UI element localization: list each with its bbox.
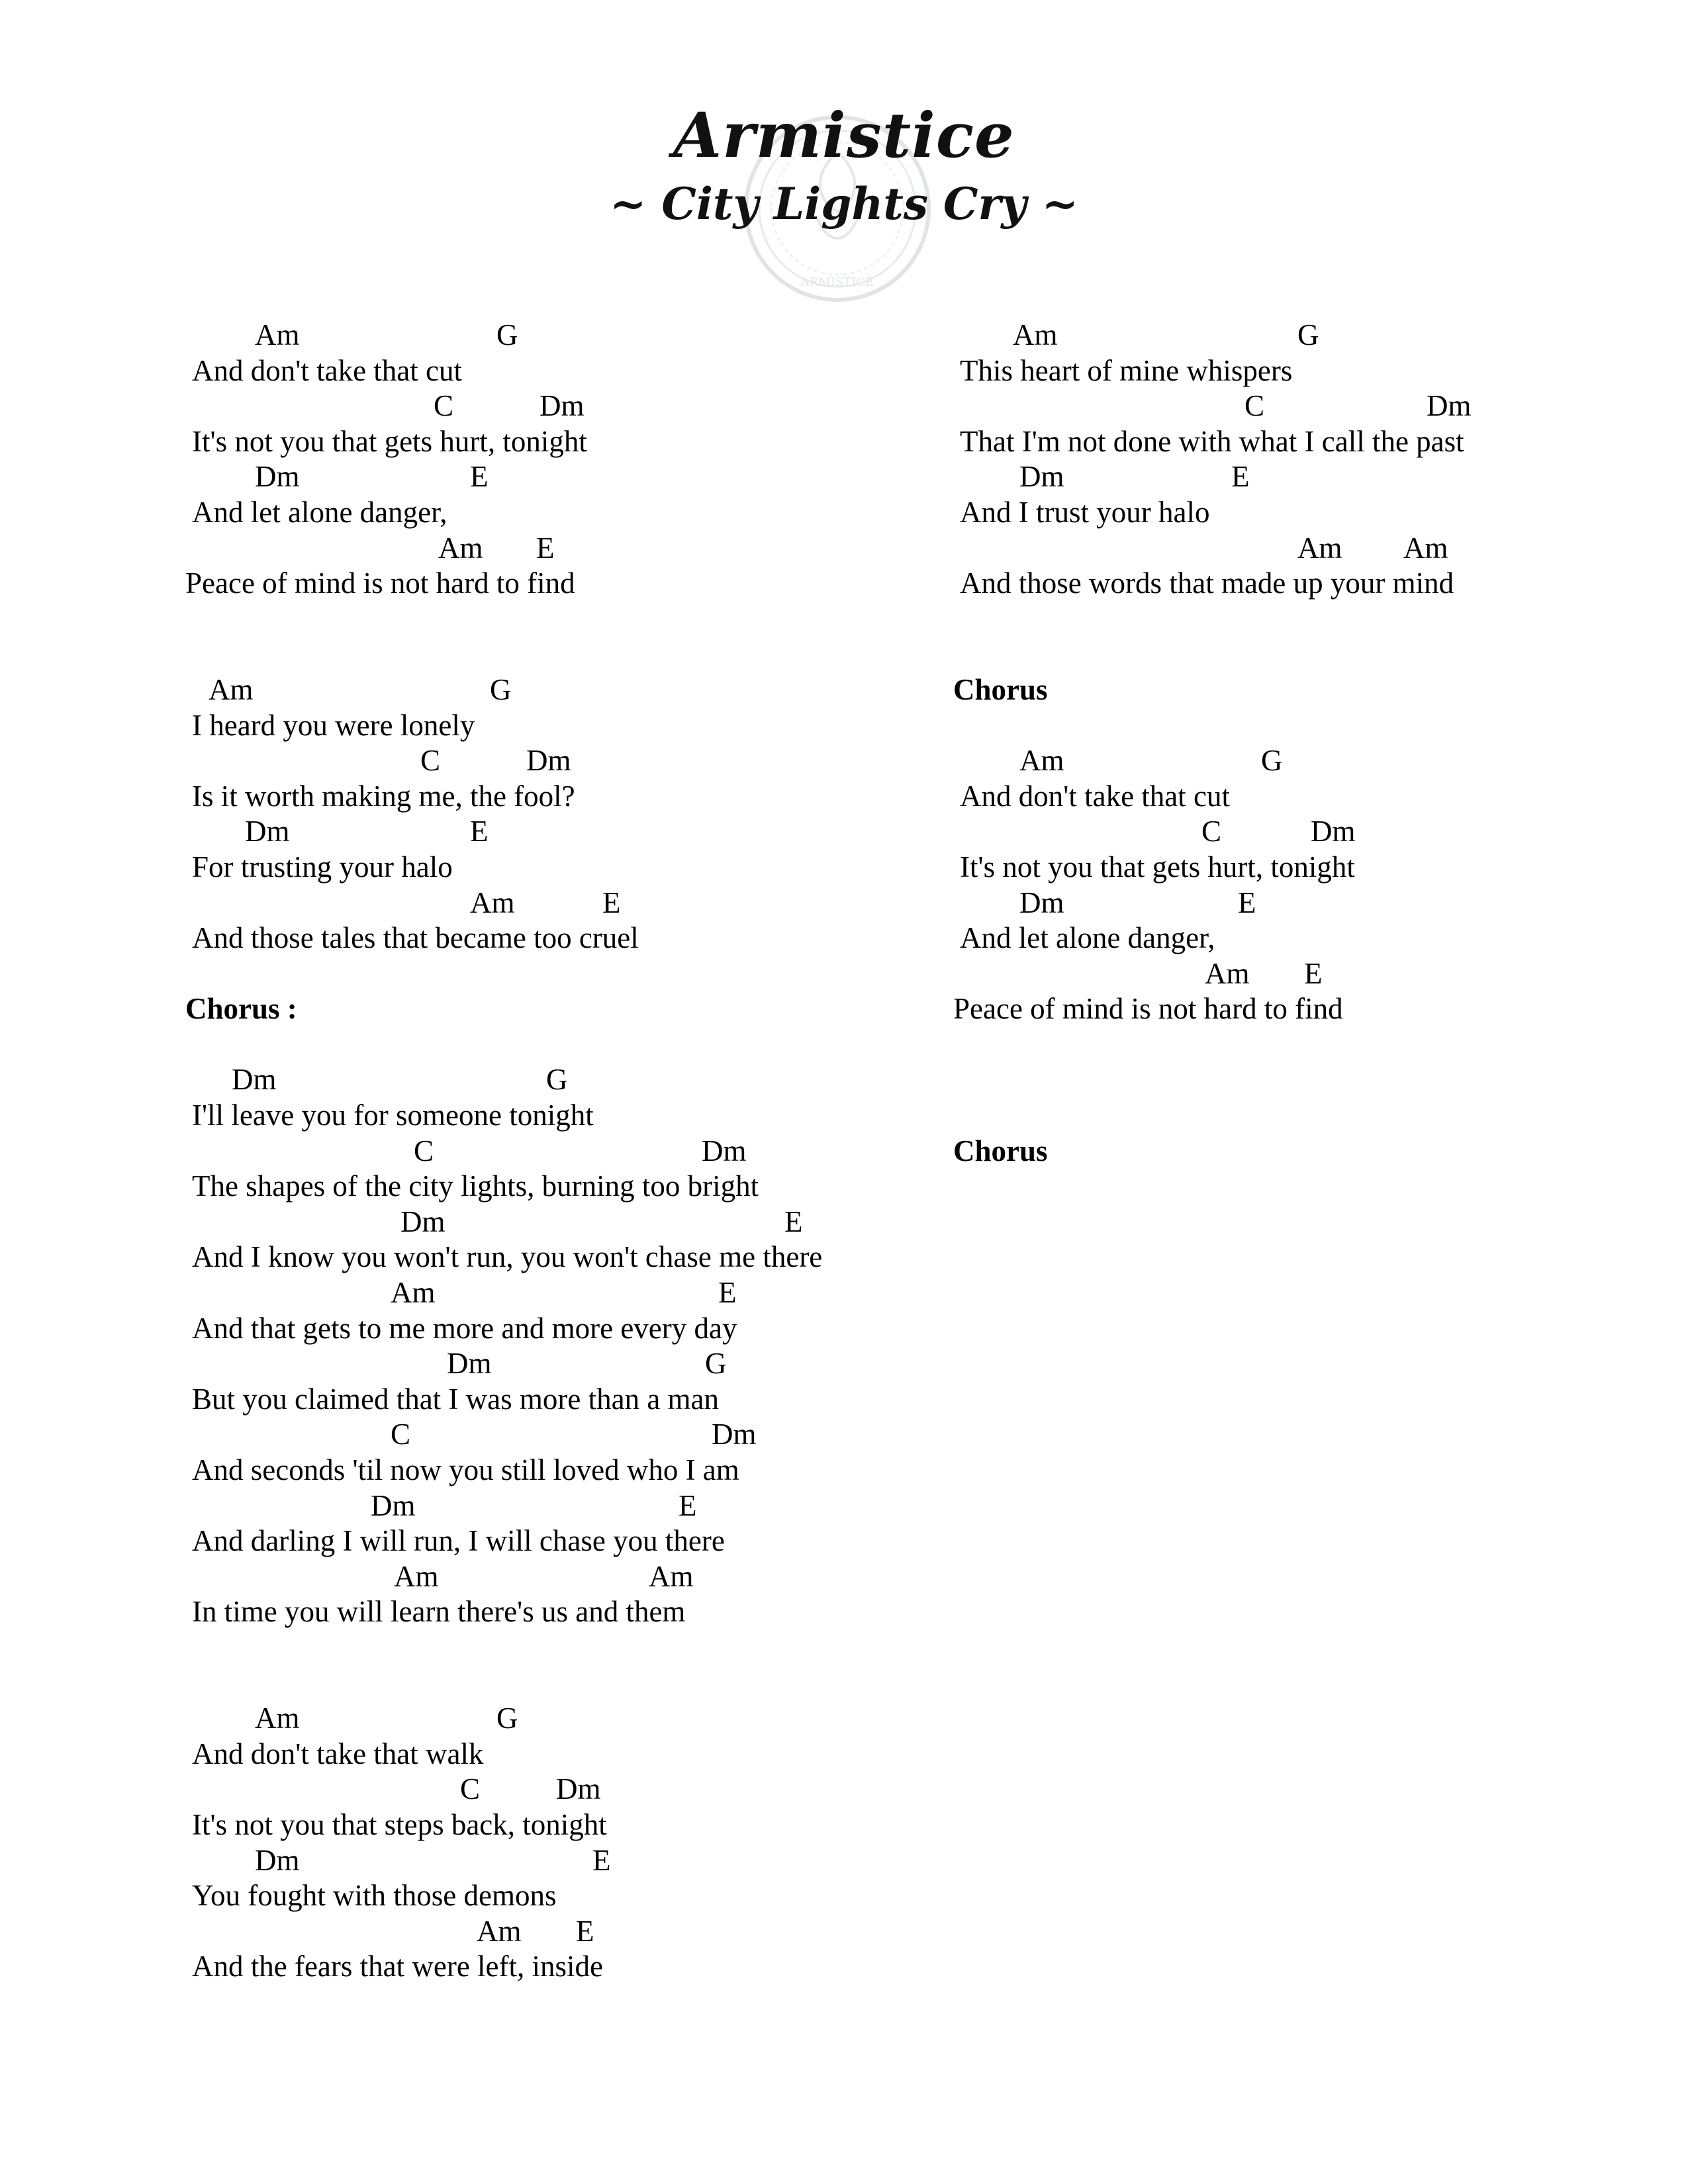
chord: Dm — [1019, 886, 1064, 919]
verse-5 — [953, 743, 1615, 1027]
chord-line — [185, 1914, 914, 1950]
chord-line — [185, 743, 914, 779]
chord-line — [185, 1701, 914, 1737]
lyric-line: It's not you that gets hurt, tonight — [960, 850, 1355, 884]
chord: Dm — [539, 389, 585, 423]
chord: E — [470, 815, 489, 848]
song-title: ~ City Lights Cry ~ — [610, 178, 1078, 230]
chord: E — [784, 1205, 803, 1238]
chord: Dm — [702, 1134, 747, 1167]
seal-text: ARMISTICE — [800, 275, 874, 289]
chord-line — [953, 388, 1615, 424]
chord: E — [679, 1488, 697, 1522]
chord-line — [185, 1772, 914, 1807]
chord: G — [496, 318, 518, 351]
chord: E — [1238, 886, 1256, 919]
chorus — [185, 1062, 914, 1630]
chord: E — [470, 460, 489, 494]
chord: Am — [209, 672, 254, 706]
chord-line — [185, 886, 914, 921]
chord: E — [602, 886, 621, 919]
lyric-line: It's not you that steps back, tonight — [192, 1807, 607, 1841]
chord-line — [953, 743, 1615, 779]
chord: Am — [1403, 531, 1448, 565]
chord: Am — [1205, 956, 1250, 990]
lyric-line: And seconds 'til now you still loved who I am — [192, 1453, 739, 1486]
chord: Am — [394, 1559, 439, 1593]
lyric-line: And I trust your halo — [960, 495, 1210, 529]
chord-line — [953, 459, 1615, 495]
lyric-line: And don't take that cut — [192, 353, 463, 387]
chord: Am — [1297, 531, 1342, 565]
chord: E — [536, 531, 555, 565]
verse-3 — [185, 1701, 914, 1985]
chord-line — [185, 318, 914, 353]
chord: Dm — [255, 1843, 300, 1877]
chord: C — [1201, 815, 1222, 848]
lyric-line: And don't take that walk — [192, 1737, 484, 1770]
chord: C — [460, 1772, 481, 1806]
lyric-line: And those words that made up your mind — [960, 567, 1454, 600]
lyric-line: Peace of mind is not hard to find — [185, 567, 575, 600]
chord: Am — [477, 1914, 522, 1948]
chord: Am — [1013, 318, 1058, 351]
chord: Am — [470, 886, 515, 919]
lyric-line: I heard you were lonely — [192, 708, 475, 742]
chord: Am — [255, 1702, 300, 1735]
chord: Dm — [556, 1772, 601, 1806]
right-column — [953, 318, 1615, 1169]
lyric-line: And I know you won't run, you won't chase me there — [192, 1240, 823, 1274]
chord: Am — [1019, 744, 1064, 778]
verse-1 — [185, 318, 914, 602]
chord: Dm — [255, 460, 300, 494]
lyric-line: You fought with those demons — [192, 1879, 557, 1913]
lyric-line: And don't take that cut — [960, 779, 1231, 813]
chord-line — [953, 956, 1615, 992]
chord: Am — [391, 1276, 436, 1310]
chord: E — [718, 1276, 737, 1310]
chord-line — [185, 1346, 914, 1382]
lyric-line: For trusting your halo — [192, 850, 453, 884]
chord-line — [185, 672, 914, 708]
chord: Dm — [1019, 460, 1064, 494]
chord: Dm — [371, 1488, 416, 1522]
chord: Am — [438, 531, 483, 565]
chorus-heading: Chorus : — [185, 992, 297, 1026]
chord: E — [1304, 956, 1323, 990]
lyric-line: That I'm not done with what I call the past — [960, 424, 1464, 458]
chord-line — [953, 318, 1615, 353]
chord: G — [705, 1347, 727, 1381]
chord-line — [185, 531, 914, 567]
chord: Dm — [712, 1418, 757, 1451]
lyric-line: In time you will learn there's us and them — [192, 1595, 686, 1629]
lyric-line: But you claimed that I was more than a man — [192, 1382, 720, 1416]
chord: G — [1297, 318, 1319, 351]
chord: E — [576, 1914, 594, 1948]
chord-line — [185, 1417, 914, 1453]
lyric-line: Is it worth making me, the fool? — [192, 779, 575, 813]
chord-line — [185, 1488, 914, 1524]
chord: Dm — [447, 1347, 492, 1381]
chord: Dm — [1311, 815, 1356, 848]
chorus-heading: Chorus — [953, 1134, 1048, 1167]
verse-4 — [953, 318, 1615, 602]
chord: Dm — [232, 1063, 277, 1097]
lyric-line: And the fears that were left, inside — [192, 1950, 604, 1983]
chord: G — [496, 1702, 518, 1735]
chord-line — [185, 1062, 914, 1098]
chord-line — [953, 886, 1615, 921]
chord: C — [1244, 389, 1265, 423]
chord-line — [185, 1205, 914, 1240]
header — [0, 0, 1688, 289]
chord: Dm — [1427, 389, 1472, 423]
artist-title: Armistice — [673, 99, 1015, 172]
lyric-line: And that gets to me more and more every day — [192, 1311, 737, 1345]
chord-line — [953, 814, 1615, 850]
chord-line — [953, 531, 1615, 567]
lyric-line: It's not you that gets hurt, tonight — [192, 424, 587, 458]
chord: Am — [649, 1559, 694, 1593]
left-column — [185, 318, 914, 1985]
lyric-line: This heart of mine whispers — [960, 353, 1293, 387]
lyric-line: And let alone danger, — [960, 921, 1215, 955]
chord: G — [1261, 744, 1283, 778]
chord: Dm — [526, 744, 571, 778]
lyric-line: And darling I will run, I will chase you there — [192, 1524, 725, 1558]
chord-line — [185, 814, 914, 850]
verse-2 — [185, 672, 914, 956]
lyric-line: Peace of mind is not hard to find — [953, 992, 1343, 1026]
chord: Am — [255, 318, 300, 351]
lyric-line: The shapes of the city lights, burning too bright — [192, 1169, 759, 1203]
chord-line — [185, 388, 914, 424]
chord-line — [185, 1134, 914, 1169]
chord: Dm — [400, 1205, 445, 1238]
chord: C — [420, 744, 441, 778]
lyric-line: And those tales that became too cruel — [192, 921, 639, 955]
lyric-line: I'll leave you for someone tonight — [192, 1099, 594, 1132]
chord: C — [391, 1418, 411, 1451]
chord: E — [1231, 460, 1250, 494]
chord: G — [490, 672, 512, 706]
chord: Dm — [245, 815, 290, 848]
chord: E — [592, 1843, 611, 1877]
chord-line — [185, 1559, 914, 1595]
lyric-line: And let alone danger, — [192, 495, 447, 529]
chord: C — [414, 1134, 434, 1167]
chord-line — [185, 459, 914, 495]
chorus-heading: Chorus — [953, 672, 1048, 706]
chord: C — [434, 389, 454, 423]
chord: G — [546, 1063, 568, 1097]
chord-line — [185, 1843, 914, 1879]
chord-line — [185, 1275, 914, 1311]
